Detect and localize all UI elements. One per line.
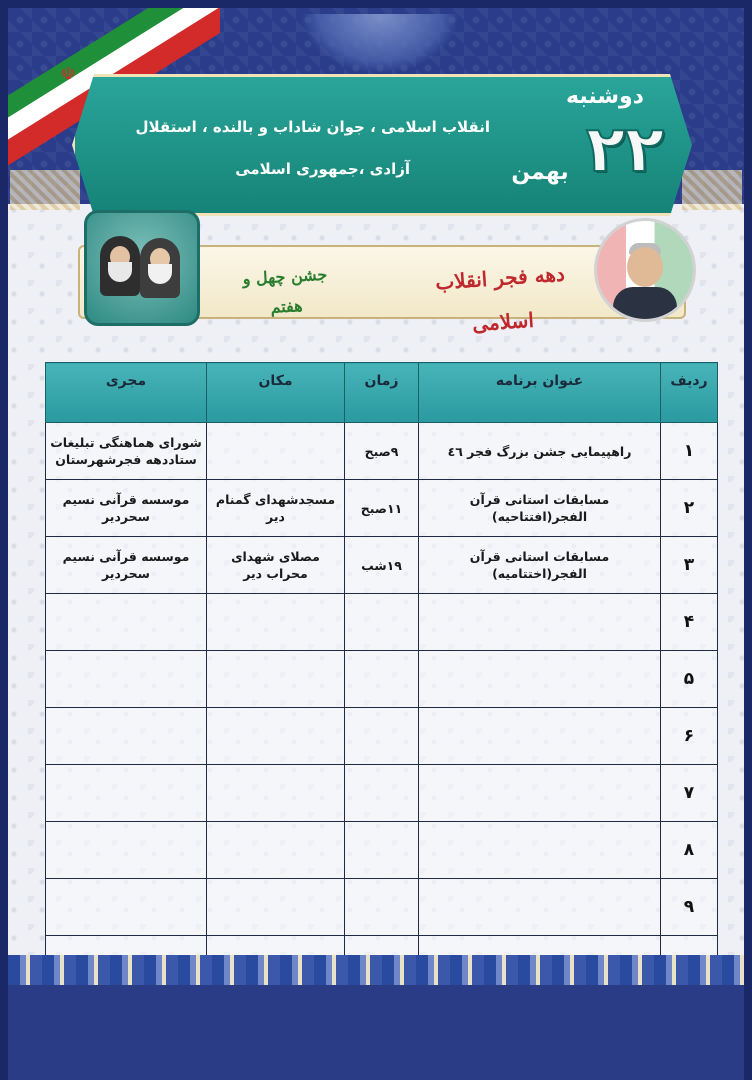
frame-left <box>0 0 8 1080</box>
program-organizer <box>46 651 207 708</box>
program-organizer <box>46 765 207 822</box>
table-row <box>46 594 718 651</box>
program-place <box>207 765 345 822</box>
frame-right <box>744 0 752 1080</box>
program-organizer <box>46 594 207 651</box>
flag-emblem-icon: ☫ <box>60 64 77 85</box>
fajr-logo: دهه فجر انقلاب اسلامی <box>434 261 566 337</box>
row-number: ۷ <box>661 765 718 822</box>
column-header-place: مکان <box>207 363 345 423</box>
program-organizer: موسسه قرآنی نسیم سحردیر <box>46 480 207 537</box>
row-number: ۳ <box>661 537 718 594</box>
table-row <box>46 537 718 594</box>
program-title <box>419 594 661 651</box>
program-organizer: شورای هماهنگی تبلیغات ستاددهه فجرشهرستان <box>46 423 207 480</box>
program-time <box>345 708 419 765</box>
program-organizer <box>46 708 207 765</box>
program-title <box>419 765 661 822</box>
slogan-line-1: انقلاب اسلامی ، جوان شاداب و بالنده ، استقلال <box>135 118 490 136</box>
program-place: مسجدشهدای گمنام دیر <box>207 480 345 537</box>
table-row <box>46 480 718 537</box>
frame-top <box>0 0 752 8</box>
month-name: بهمن <box>511 160 569 185</box>
row-number: ۶ <box>661 708 718 765</box>
table-row <box>46 765 718 822</box>
column-header-organizer: مجری <box>46 363 207 423</box>
row-number: ۱ <box>661 423 718 480</box>
program-title <box>419 822 661 879</box>
program-time <box>345 594 419 651</box>
program-place <box>207 708 345 765</box>
program-place <box>207 594 345 651</box>
program-place <box>207 423 345 480</box>
column-header-time: زمان <box>345 363 419 423</box>
program-title <box>419 651 661 708</box>
table-row <box>46 423 718 480</box>
table-row <box>46 879 718 936</box>
tile-ornament-left <box>10 170 80 210</box>
slogan-line-2: آزادی ،جمهوری اسلامی <box>235 160 410 178</box>
program-time <box>345 822 419 879</box>
president-portrait <box>594 218 696 322</box>
jashn-logo: جشن چهل و هفتم <box>242 264 328 317</box>
row-number: ۵ <box>661 651 718 708</box>
program-organizer <box>46 879 207 936</box>
program-title: مسابقات استانی قرآن الفجر(افتتاحیه) <box>419 480 661 537</box>
program-time: ۱۹شب <box>345 537 419 594</box>
tile-ornament-right <box>682 170 742 210</box>
table-row <box>46 822 718 879</box>
program-time <box>345 879 419 936</box>
program-title <box>419 879 661 936</box>
program-time: ۱۱صبح <box>345 480 419 537</box>
row-number: ۹ <box>661 879 718 936</box>
row-number: ۸ <box>661 822 718 879</box>
program-title <box>419 708 661 765</box>
program-place <box>207 651 345 708</box>
program-time <box>345 651 419 708</box>
column-header-title: عنوان برنامه <box>419 363 661 423</box>
program-organizer <box>46 822 207 879</box>
table-row <box>46 651 718 708</box>
column-header-row-num: ردیف <box>661 363 718 423</box>
program-place <box>207 822 345 879</box>
row-number: ۲ <box>661 480 718 537</box>
program-table <box>45 362 718 993</box>
bottom-pattern-band <box>8 955 744 985</box>
row-number: ۴ <box>661 594 718 651</box>
program-time: ۹صبح <box>345 423 419 480</box>
day-number: ۲۲ <box>585 113 665 187</box>
program-title: راهپیمایی جشن بزرگ فجر ٤٦ <box>419 423 661 480</box>
program-time <box>345 765 419 822</box>
program-organizer: موسسه قرآنی نسیم سحردیر <box>46 537 207 594</box>
day-name: دوشنبه <box>566 84 644 109</box>
program-place: مصلای شهدای محراب دیر <box>207 537 345 594</box>
program-place <box>207 879 345 936</box>
table-row <box>46 708 718 765</box>
bottom-navy-panel <box>8 985 744 1080</box>
program-title: مسابقات استانی قرآن الفجر(اختتامیه) <box>419 537 661 594</box>
table-header-row <box>46 363 718 423</box>
